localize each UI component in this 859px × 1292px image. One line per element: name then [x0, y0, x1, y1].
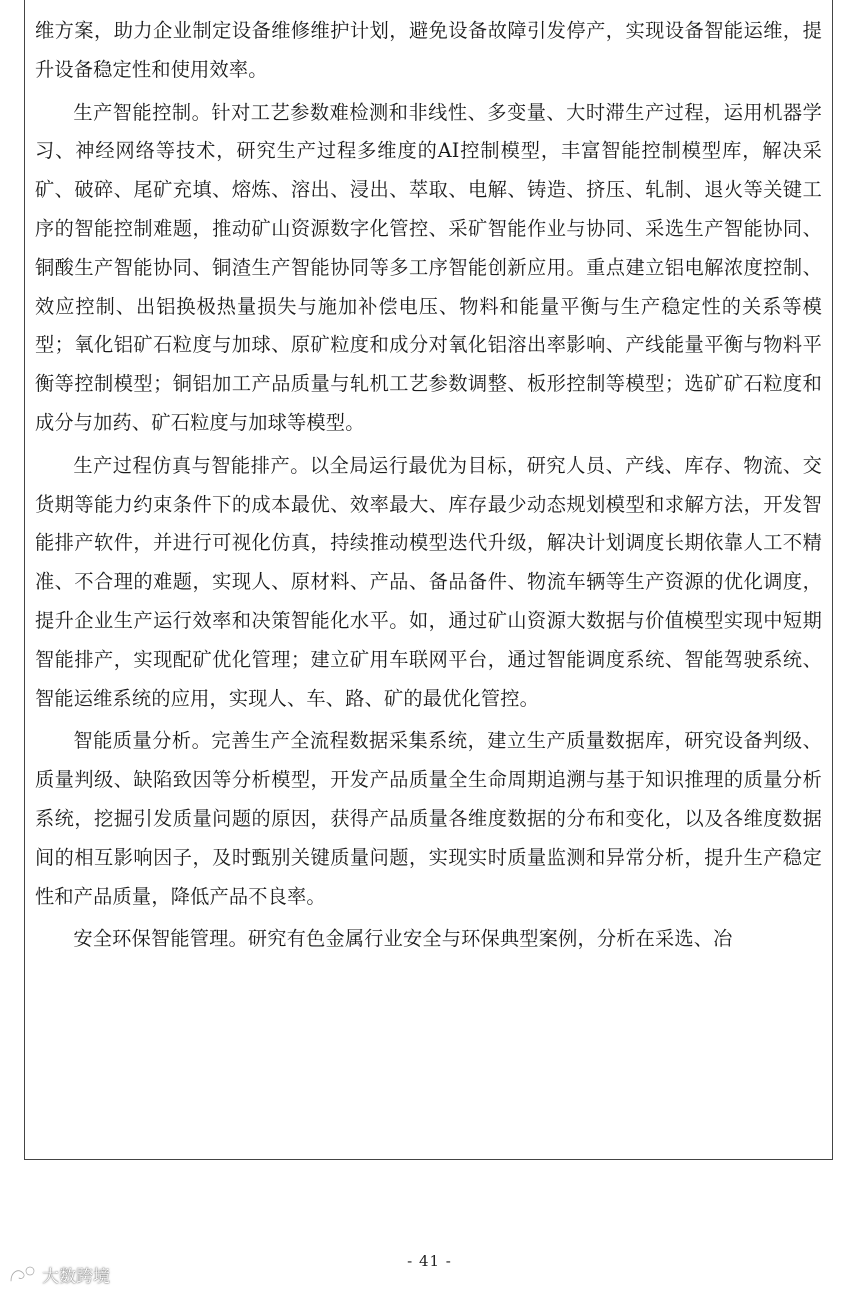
paragraph-text: 。研究有色金属行业安全与环保典型案例，分析在采选、冶	[228, 927, 733, 951]
paragraph-heading: 智能质量分析	[73, 729, 192, 753]
paragraph-text: 。完善生产全流程数据采集系统，建立生产质量数据库，研究设备判级、质量判级、缺陷致因等分析模型，开发产品质量全生命周期追溯与基于知识推理的质量分析系统，挖掘引发质量问题的原因，获得产品质量各维度数据的分布和变化，以及各维度数据间的相互影响因子，及时甄别关键质量问题，实现实时质量监测和异常分析，提升生产稳定性和产品质量，降低产品不良率。	[35, 729, 823, 908]
paragraph-heading: 生产智能控制	[73, 100, 192, 124]
watermark	[8, 1262, 110, 1287]
watermark-logo-icon	[8, 1264, 38, 1286]
page-number: - 41 -	[407, 1252, 452, 1270]
paragraph-simulation-scheduling	[35, 447, 822, 719]
document-frame	[24, 0, 833, 1160]
paragraph-text: 维方案，助力企业制定设备维修维护计划，避免设备故障引发停产，实现设备智能运维，提升设备稳定性和使用效率。	[35, 19, 822, 81]
paragraph-heading: 安全环保智能管理	[73, 927, 229, 951]
watermark-text: 大数跨境	[42, 1267, 110, 1287]
paragraph-safety-environment	[35, 920, 822, 959]
paragraph-continued	[35, 12, 822, 90]
paragraph-heading: 生产过程仿真与智能排产	[73, 453, 291, 477]
paragraph-production-intelligent-control	[35, 94, 822, 443]
paragraph-text: 。针对工艺参数难检测和非线性、多变量、大时滞生产过程，运用机器学习、神经网络等技术，研究生产过程多维度的AI控制模型，丰富智能控制模型库，解决采矿、破碎、尾矿充填、熔炼、溶出、浸出、萃取、电解、铸造、挤压、轧制、退火等关键工序的智能控制难题，推动矿山资源数字化管控、采矿智能作业与协同、采选生产智能协同、铜酸生产智能协同、铜渣生产智能协同等多工序智能创新应用。重点建立铝电解浓度控制、效应控制、出铝换极热量损失与施加补偿电压、物料和能量平衡与生产稳定性的关系等模型；氧化铝矿石粒度与加球、原矿粒度和成分对氧化铝溶出率影响、产线能量平衡与物料平衡等控制模型；铜铝加工产品质量与轧机工艺参数调整、板形控制等模型；选矿矿石粒度和成分与加药、矿石粒度与加球等模型。	[35, 100, 823, 434]
paragraph-text: 。以全局运行最优为目标，研究人员、产线、库存、物流、交货期等能力约束条件下的成本最优、效率最大、库存最少动态规划模型和求解方法，开发智能排产软件，并进行可视化仿真，持续推动模型迭代升级，解决计划调度长期依靠人工不精准、不合理的难题，实现人、原材料、产品、备品备件、物流车辆等生产资源的优化调度，提升企业生产运行效率和决策智能化水平。如，通过矿山资源大数据与价值模型实现中短期智能排产，实现配矿优化管理；建立矿用车联网平台，通过智能调度系统、智能驾驶系统、智能运维系统的应用，实现人、车、路、矿的最优化管控。	[35, 453, 822, 710]
paragraph-quality-analysis	[35, 722, 822, 916]
